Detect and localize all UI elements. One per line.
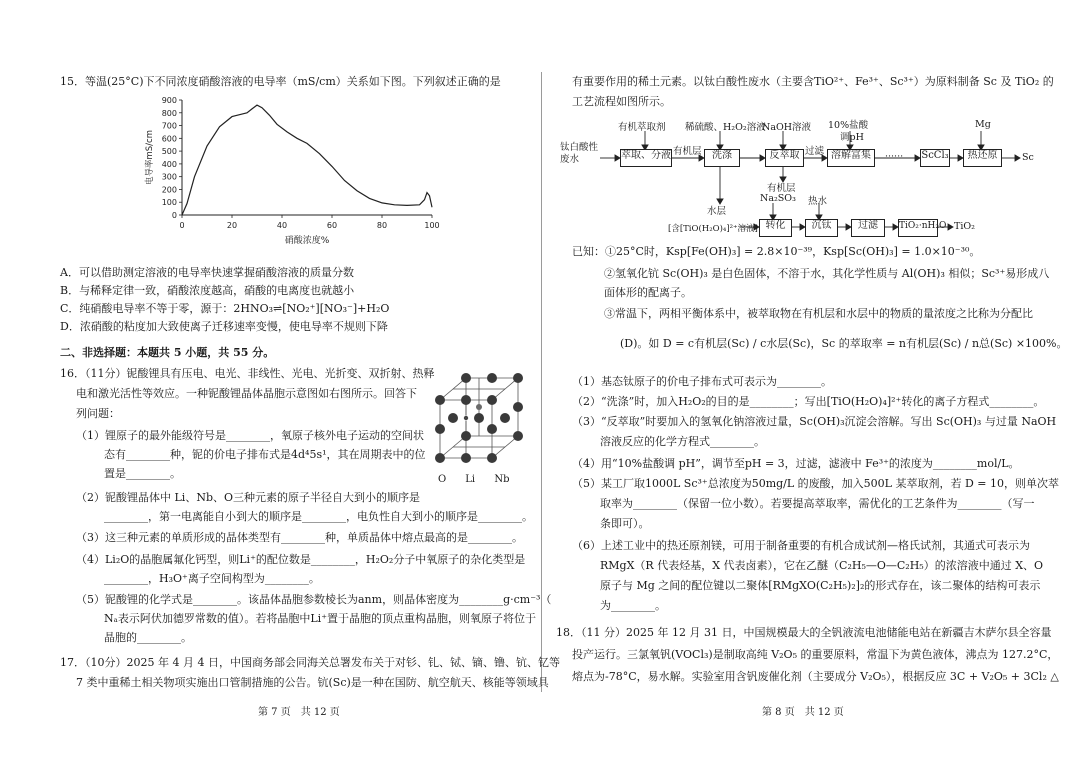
conductivity-curve bbox=[182, 105, 432, 215]
q17-sub: （2）“洗涤”时，加入H₂O₂的目的是________；写出[TiO(H₂O)₄]²⁺转化的离子方程式________。 bbox=[572, 395, 1045, 408]
q17-sub: 原子与 Mg 之间的配位键以二聚体[RMgXO(C₂H₅)₂]₂的形式存在，该二聚体的结构可表示 bbox=[600, 579, 1041, 592]
q16-sub: Nₐ表示阿伏加德罗常数的值）。若将晶胞中Li⁺置于晶胞的顶点重构晶胞，则氧原子将位于 bbox=[104, 612, 536, 625]
q17-sub: 溶液反应的化学方程式________。 bbox=[600, 435, 765, 448]
y-tick-label: 500 bbox=[161, 147, 177, 157]
flow-box-back-extract: 反萃取 bbox=[765, 149, 804, 167]
label-na2so3: Na₂SO₃ bbox=[760, 193, 796, 204]
label-naoh: NaOH溶液 bbox=[762, 122, 812, 133]
x-tick-label: 100 bbox=[424, 221, 440, 230]
flow-box-thermal-reduction: 热还原 bbox=[963, 149, 1002, 167]
label-organic-2: 有机层 bbox=[767, 183, 796, 194]
y-axis bbox=[144, 96, 182, 220]
section-two-title: 二、非选择题：本题共 5 小题，共 55 分。 bbox=[60, 346, 275, 359]
q16-sub: 态有________种，铌的价电子排布式是4d⁴5s¹，其在周期表中的位 bbox=[104, 448, 426, 461]
x-axis bbox=[179, 215, 439, 246]
x-tick-label: 20 bbox=[226, 221, 238, 230]
flow-box-extract: 萃取、分液 bbox=[620, 149, 672, 167]
q15-option-a: A．可以借助测定溶液的电导率快速掌握硝酸溶液的质量分数 bbox=[60, 266, 354, 279]
x-tick-label: 40 bbox=[276, 221, 288, 230]
q18-line: 投产运行。三氯氧钒(VOCl₃)是制取高纯 V₂O₅ 的重要原料，常温下为黄色液体，沸点为 127.2°C， bbox=[572, 648, 1059, 661]
q16-sub: 晶胞的________。 bbox=[104, 631, 192, 644]
page-number-left: 第 7 页 共 12 页 bbox=[258, 707, 340, 718]
flow-box-dissolve: 溶解富集 bbox=[827, 149, 875, 167]
flow-box-sccl3: ScCl₃ bbox=[920, 149, 950, 167]
x-axis-label: 硝酸浓度% bbox=[284, 236, 330, 246]
cell-legend bbox=[438, 474, 510, 485]
q16-sub: （3）这三种元素的单质形成的晶体类型有________种，单质晶体中熔点最高的是________。 bbox=[76, 531, 523, 544]
label-tio2: TiO₂ bbox=[954, 221, 975, 232]
y-tick-label: 800 bbox=[161, 108, 177, 118]
flow-box-tio2-hydrate: TiO₂·nH₂O bbox=[898, 219, 938, 237]
label-aqueous: 水层 bbox=[707, 206, 727, 217]
known-2b: 面体形的配离子。 bbox=[604, 286, 692, 299]
label-extractant: 有机萃取剂 bbox=[618, 122, 666, 133]
q16-sub: ________，第一电离能自小到大的顺序是________，电负性自大到小的顺序是________。 bbox=[104, 510, 533, 523]
q16-sub: （5）铌酸锂的化学式是________。该晶体晶胞参数棱长为anm，则晶体密度为________g·cm⁻³（ bbox=[76, 593, 552, 606]
legend-o: O bbox=[438, 474, 447, 485]
label-mg: Mg bbox=[975, 119, 991, 130]
label-organic: 有机层 bbox=[673, 146, 702, 157]
q15-stem: 15．等温(25°C)下不同浓度硝酸溶液的电导率（mS/cm）关系如下图。下列叙述正确的是 bbox=[60, 75, 501, 88]
y-tick-label: 200 bbox=[161, 185, 177, 195]
flow-arrows bbox=[560, 115, 1030, 235]
flow-source: 钛白酸性废水 bbox=[560, 142, 599, 165]
q17-sub: （1）基态钛原子的价电子排布式可表示为________。 bbox=[572, 375, 832, 388]
legend-li: Li bbox=[465, 474, 476, 485]
q17-intro: 工艺流程如图所示。 bbox=[572, 95, 671, 108]
x-tick-label: 0 bbox=[179, 221, 185, 230]
label-sc: Sc bbox=[1022, 152, 1034, 163]
x-tick-label: 80 bbox=[376, 221, 388, 230]
y-tick-label: 0 bbox=[171, 211, 177, 220]
q17-sub: 取率为________（保留一位小数）。若要提高萃取率，需优化的工艺条件为________（写一 bbox=[600, 497, 1035, 510]
label-hcl: 10%盐酸 bbox=[828, 120, 869, 131]
known-1: 已知：①25°C时，Ksp[Fe(OH)₃] = 2.8×10⁻³⁹，Ksp[Sc(OH)₃] = 1.0×10⁻³⁰。 bbox=[572, 245, 981, 258]
page-number-right: 第 8 页 共 12 页 bbox=[762, 707, 844, 718]
label-ti-solution: [含[TiO(H₂O)₄]²⁺溶液] bbox=[668, 224, 758, 234]
q16-sub: ________，H₃O⁺离子空间构型为________。 bbox=[104, 572, 320, 585]
label-ph: 调pH bbox=[840, 132, 864, 143]
known-2: ②氢氧化钪 Sc(OH)₃ 是白色固体，不溶于水，其化学性质与 Al(OH)₃ 相似；Sc³⁺易形成八 bbox=[604, 267, 1050, 280]
q17-line: 17．（10分）2025 年 4 月 4 日，中国商务部会同海关总署发布关于对钐、钆、铽、镝、镥、钪、钇等 bbox=[60, 656, 560, 669]
q15-option-d: D．浓硝酸的粘度加大致使离子迁移速率变慢，使电导率不规则下降 bbox=[60, 320, 388, 333]
q17-sub: 为________。 bbox=[600, 599, 666, 612]
conductivity-chart bbox=[130, 92, 450, 250]
q18-line: 18．（11 分）2025 年 12 月 31 日，中国规模最大的全钒液流电池储能电站在新疆吉木萨尔县全容量 bbox=[556, 626, 1052, 639]
q17-line: 7 类中重稀土相关物项实施出口管制措施的公告。钪(Sc)是一种在国防、航空航天、核能等领域具 bbox=[76, 676, 549, 689]
flow-box-wash: 洗涤 bbox=[704, 149, 740, 167]
known-3b: (D)。如 D = c有机层(Sc) / c水层(Sc)，Sc 的萃取率 = n有机层(Sc) / n总(Sc) ×100%。 bbox=[620, 337, 1068, 350]
y-tick-label: 900 bbox=[161, 96, 177, 105]
q16-sub: （2）铌酸锂晶体中 Li、Nb、O三种元素的原子半径自大到小的顺序是 bbox=[76, 491, 421, 504]
flow-box-convert: 转化 bbox=[759, 219, 792, 237]
flow-box-precipitate: 沉钛 bbox=[805, 219, 838, 237]
q17-sub: （4）用“10%盐酸调 pH”，调节至pH = 3，过滤，滤液中 Fe³⁺的浓度为________mol/L。 bbox=[572, 457, 1020, 470]
process-flow bbox=[560, 115, 1034, 235]
q16-sub: 置是________。 bbox=[104, 467, 181, 480]
q16-line: 电和激光活性等效应。一种铌酸锂晶体晶胞示意图如右图所示。回答下 bbox=[76, 387, 417, 400]
label-hot-water: 热水 bbox=[808, 196, 828, 207]
y-tick-label: 700 bbox=[161, 121, 177, 131]
q17-intro: 有重要作用的稀土元素。以钛白酸性废水（主要含TiO²⁺、Fe³⁺、Sc³⁺）为原料制备 Sc 及 TiO₂ 的 bbox=[572, 75, 1054, 88]
q16-line: 16．（11分）铌酸锂具有压电、电光、非线性、光电、光折变、双折射、热释 bbox=[60, 367, 435, 380]
x-tick-label: 60 bbox=[326, 221, 338, 230]
q17-sub: （5）某工厂取1000L Sc³⁺总浓度为50mg/L 的废酸，加入500L 某萃取剂，若 D = 10，则单次萃 bbox=[572, 477, 1060, 490]
q17-sub: RMgX（R 代表烃基，X 代表卤素），它在乙醚（C₂H₅—O—C₂H₅）的浓溶液中通过 X、O bbox=[600, 559, 1044, 572]
flow-box-filter: 过滤 bbox=[851, 219, 885, 237]
y-tick-label: 600 bbox=[161, 134, 177, 144]
y-tick-label: 100 bbox=[161, 198, 177, 208]
q15-option-b: B．与稀释定律一致，硝酸浓度越高，硝酸的电离度也就越小 bbox=[60, 284, 355, 297]
label-filter: 过滤 bbox=[805, 146, 825, 157]
label-dots: ······ bbox=[885, 151, 904, 162]
y-axis-label: 电导率mS/cm bbox=[145, 130, 155, 185]
y-tick-label: 400 bbox=[161, 159, 177, 169]
q16-sub: （1）锂原子的最外能级符号是________，氧原子核外电子运动的空间状 bbox=[76, 429, 424, 442]
q16-line: 列问题： bbox=[76, 407, 120, 420]
q18-line: 熔点为-78°C，易水解。实验室用含钒废催化剂（主要成分 V₂O₅），根据反应 3C + V₂O₅ + 3Cl₂ △ bbox=[572, 670, 1059, 683]
y-tick-label: 300 bbox=[161, 172, 177, 182]
known-3: ③常温下，两相平衡体系中，被萃取物在有机层和水层中的物质的量浓度之比称为分配比 bbox=[604, 307, 1033, 320]
q17-sub: （3）“反萃取”时要加入的氢氧化钠溶液过量，Sc(OH)₃沉淀会溶解。写出 Sc(OH)₃ 与过量 NaOH bbox=[572, 415, 1057, 428]
legend-nb: Nb bbox=[494, 474, 510, 485]
crystal-cell-diagram bbox=[430, 372, 530, 472]
label-acid-h2o2: 稀硫酸、H₂O₂溶液 bbox=[685, 122, 766, 133]
q15-option-c: C．纯硝酸电导率不等于零，源于：2HNO₃⇌[NO₂⁺][NO₃⁻]+H₂O bbox=[60, 302, 390, 315]
q17-sub: 条即可）。 bbox=[600, 517, 650, 530]
q17-sub: （6）上述工业中的热还原剂镁，可用于制备重要的有机合成试剂—格氏试剂，其通式可表示为 bbox=[572, 539, 1030, 552]
q16-sub: （4）Li₂O的晶胞属氟化钙型，则Li⁺的配位数是________，H₂O₂分子中氧原子的杂化类型是 bbox=[76, 553, 526, 566]
